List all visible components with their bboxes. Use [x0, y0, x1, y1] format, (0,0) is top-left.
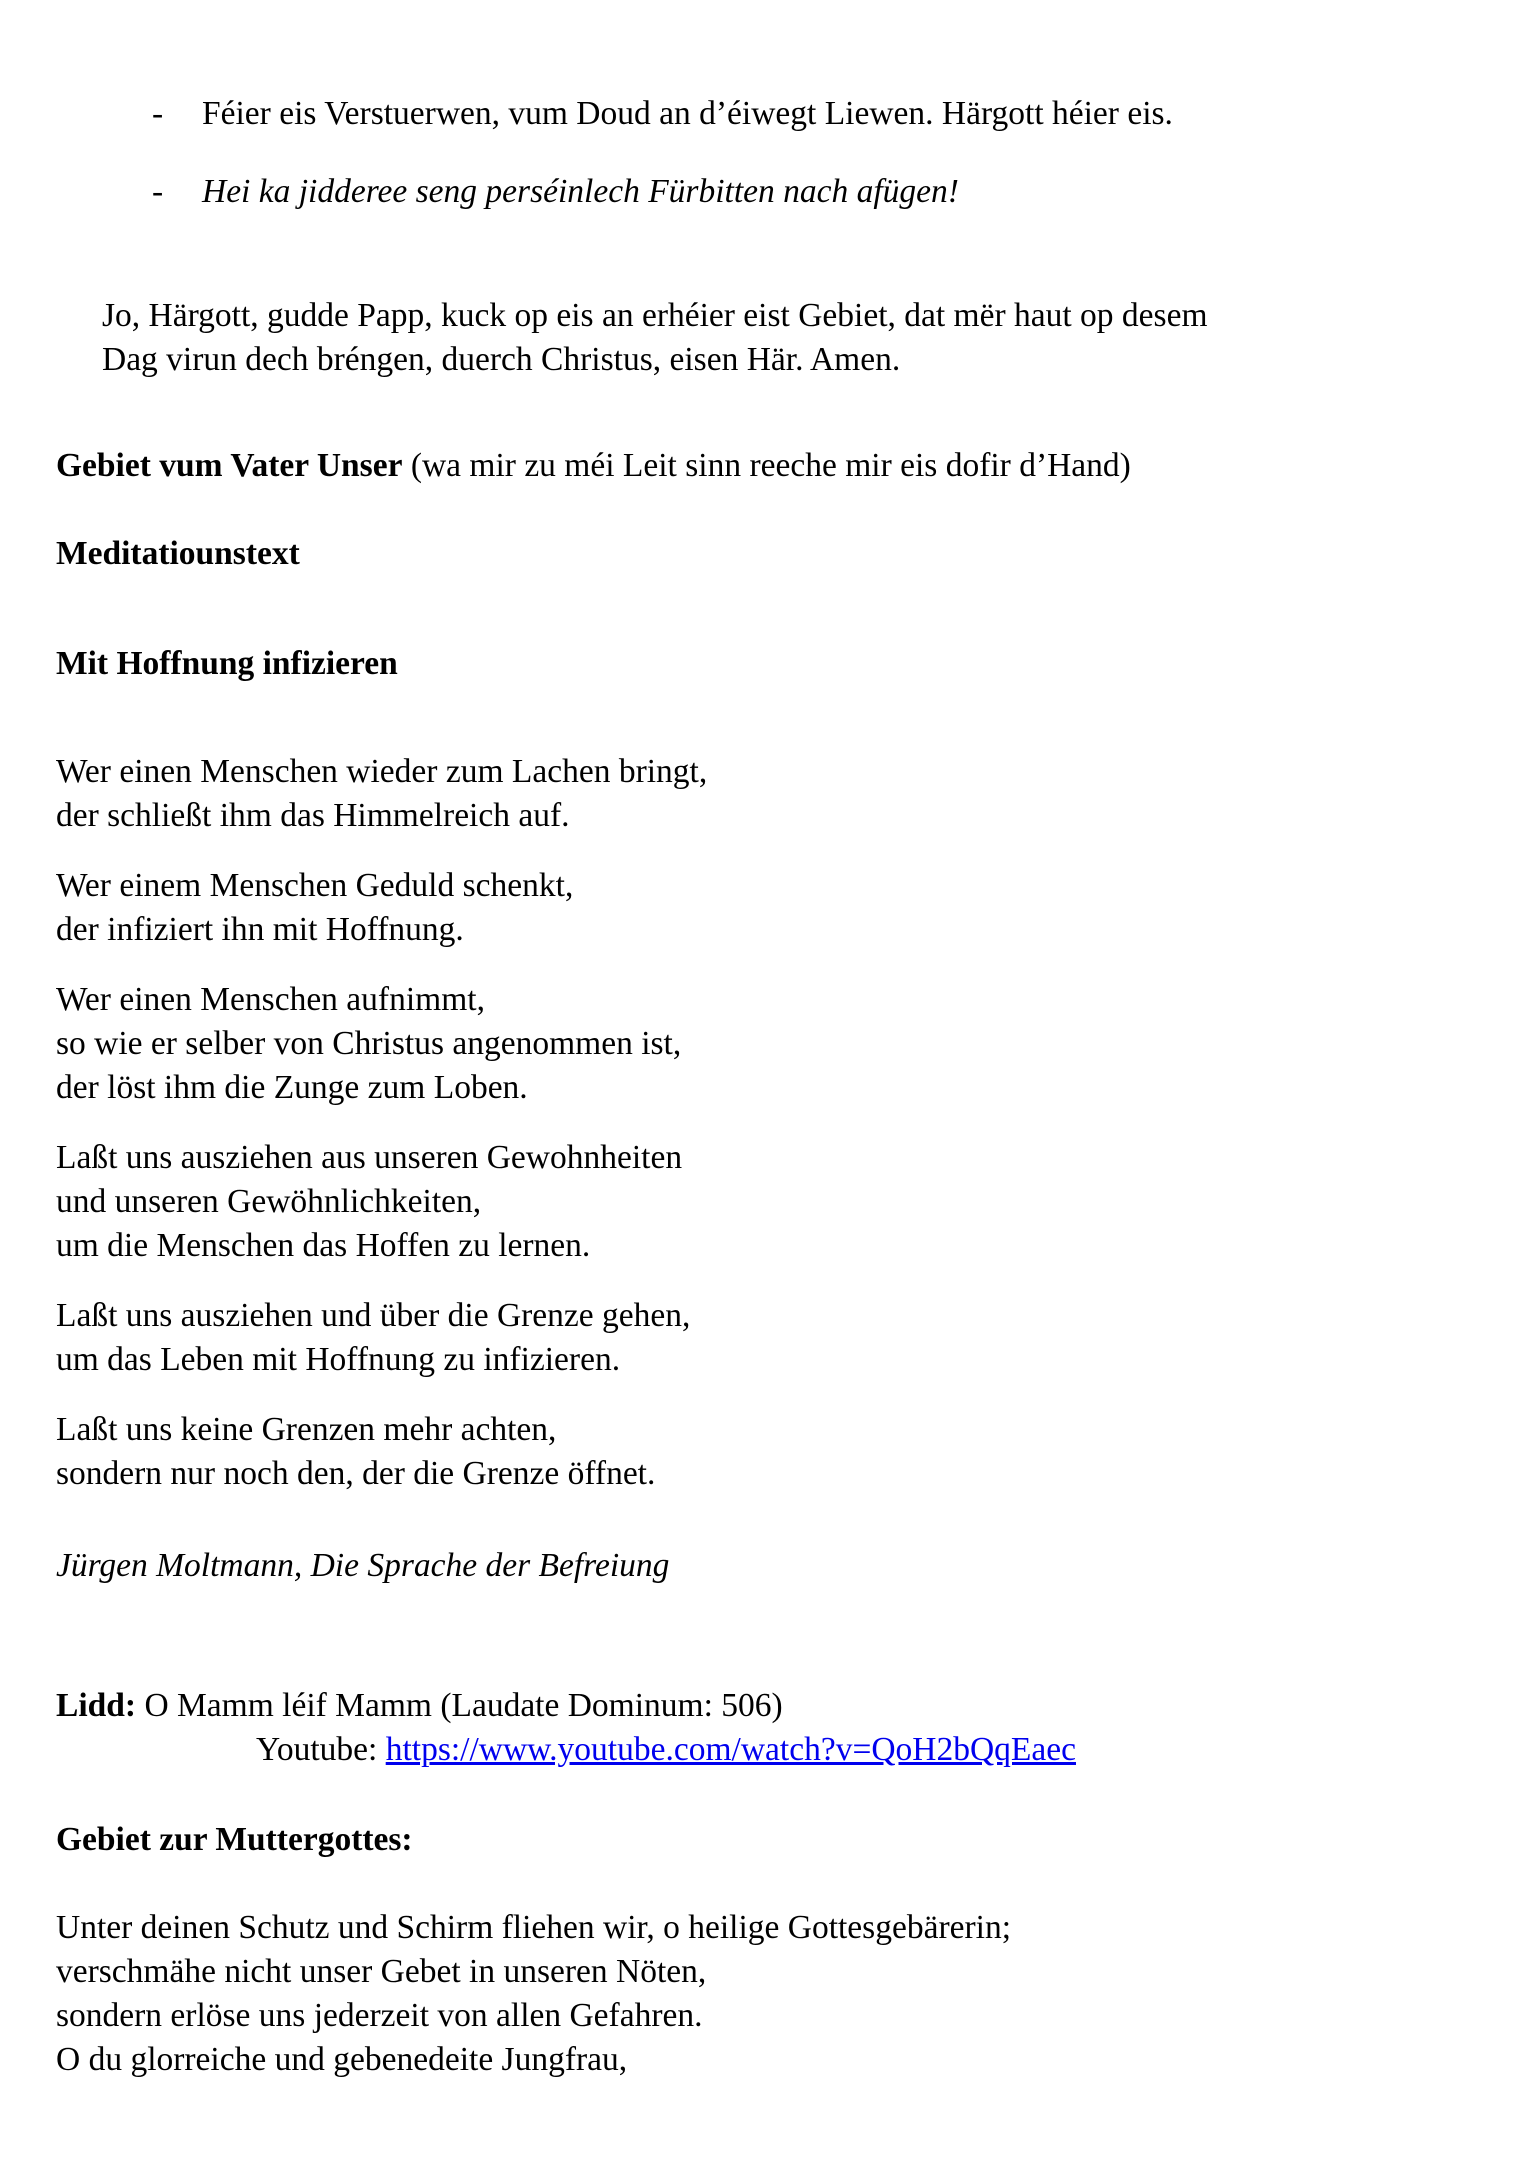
youtube-line: [256, 1728, 1076, 1772]
poem-line: um die Menschen das Hoffen zu lernen.: [56, 1227, 591, 1264]
poem-line: um das Leben mit Hoffnung zu infizieren.: [56, 1341, 621, 1378]
mary-prayer-line: sondern erlöse uns jederzeit von allen Gefahren.: [56, 1997, 703, 2034]
poem-line: Wer einem Menschen Geduld schenkt,: [56, 867, 574, 904]
poem-line: Laßt uns ausziehen und über die Grenze gehen,: [56, 1297, 691, 1334]
poem-line: so wie er selber von Christus angenommen ist,: [56, 1025, 682, 1062]
poem-line: Wer einen Menschen wieder zum Lachen bringt,: [56, 753, 708, 790]
song-title: O Mamm léif Mamm (Laudate Dominum: 506): [136, 1687, 783, 1724]
poem-line: und unseren Gewöhnlichkeiten,: [56, 1183, 482, 1220]
mary-prayer-heading: Gebiet zur Muttergottes:: [56, 1821, 413, 1858]
bullet-marker: -: [152, 173, 164, 210]
mary-prayer-line: O du glorreiche und gebenedeite Jungfrau,: [56, 2041, 628, 2078]
poem-line: der infiziert ihn mit Hoffnung.: [56, 911, 464, 948]
bullet-text-italic: Hei ka jidderee seng perséinlech Fürbitten nach afügen!: [202, 173, 959, 210]
mary-prayer-line: Unter deinen Schutz und Schirm fliehen wir, o heilige Gottesgebärerin;: [56, 1909, 1011, 1946]
vater-unser-note: (wa mir zu méi Leit sinn reeche mir eis dofir d’Hand): [402, 447, 1131, 484]
bullet-text: Féier eis Verstuerwen, vum Doud an d’éiwegt Liewen. Härgott héier eis.: [202, 95, 1173, 132]
closing-prayer-line-2: Dag virun dech bréngen, duerch Christus, eisen Här. Amen.: [102, 341, 901, 378]
meditation-title: Mit Hoffnung infizieren: [56, 645, 398, 682]
poem-line: Wer einen Menschen aufnimmt,: [56, 981, 485, 1018]
youtube-label: Youtube:: [256, 1731, 386, 1768]
song-label: Lidd:: [56, 1687, 137, 1724]
poem-line: Laßt uns keine Grenzen mehr achten,: [56, 1411, 557, 1448]
youtube-link[interactable]: https://www.youtube.com/watch?v=QoH2bQqEaec: [385, 1731, 1076, 1768]
poem-line: sondern nur noch den, der die Grenze öffnet.: [56, 1455, 656, 1492]
vater-unser-paragraph: [56, 444, 1131, 488]
poem-line: Laßt uns ausziehen aus unseren Gewohnheiten: [56, 1139, 683, 1176]
mary-prayer-line: verschmähe nicht unser Gebet in unseren Nöten,: [56, 1953, 707, 1990]
meditation-source: Jürgen Moltmann, Die Sprache der Befreiung: [56, 1547, 670, 1584]
bullet-marker: -: [152, 95, 164, 132]
poem-line: der löst ihm die Zunge zum Loben.: [56, 1069, 528, 1106]
vater-unser-heading: Gebiet vum Vater Unser: [56, 447, 403, 484]
poem-line: der schließt ihm das Himmelreich auf.: [56, 797, 570, 834]
meditation-heading: Meditatiounstext: [56, 535, 300, 572]
closing-prayer-line-1: Jo, Härgott, gudde Papp, kuck op eis an erhéier eist Gebiet, dat mër haut op desem: [102, 297, 1208, 334]
song-line: [56, 1684, 783, 1728]
